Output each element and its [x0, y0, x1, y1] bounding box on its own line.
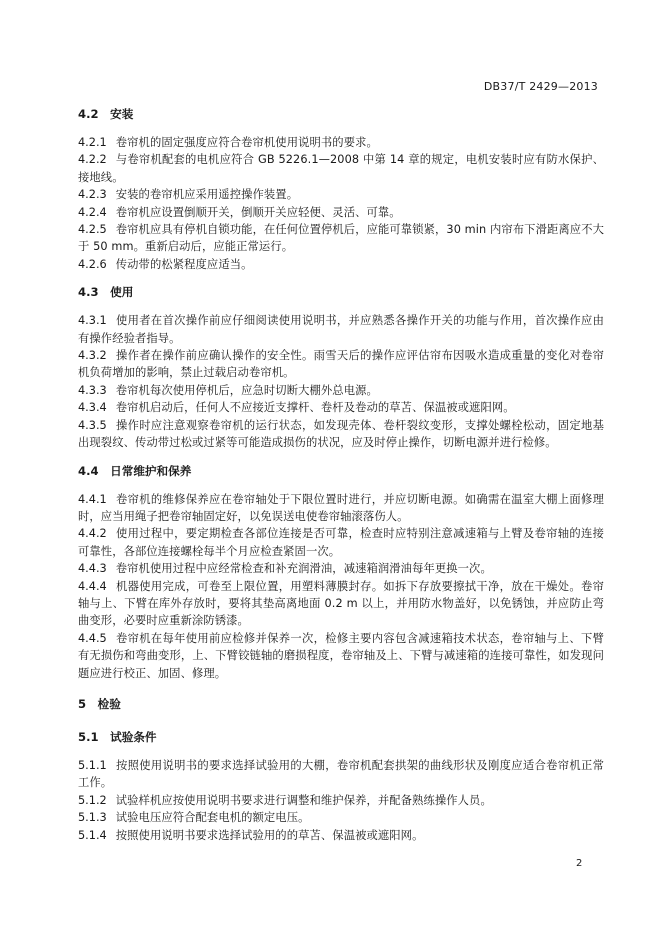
clause-number: 4.2.5	[78, 223, 107, 237]
clause-text: 试验电压应符合配套电机的额定电压。	[115, 811, 310, 825]
clause-number: 4.2.1	[78, 136, 107, 149]
clause-number: 5.1.2	[78, 793, 107, 807]
clause-text: 传动带的松紧程度应适当。	[115, 257, 253, 271]
clause-4-2-6	[78, 256, 604, 273]
document-body	[78, 106, 604, 844]
clause-4-3-1	[78, 312, 604, 347]
clause-number: 4.3.1	[78, 314, 107, 328]
clause-number: 4.4.4	[78, 579, 107, 593]
clause-text: 操作者在操作前应确认操作的安全性。雨雪天后的操作应评估帘布因吸水造成重量的变化对卷帘机负荷增加的影响，禁止过载启动卷帘机。	[78, 349, 604, 380]
clause-number: 4.2.3	[78, 188, 107, 202]
clause-text: 使用者在首次操作前应仔细阅读使用说明书，并应熟悉各操作开关的功能与作用，首次操作应由有操作经验者指导。	[78, 314, 604, 345]
clause-number: 4.4.5	[78, 631, 107, 645]
clause-text: 按照使用说明书要求选择试验用的的草苫、保温被或遮阳网。	[115, 828, 424, 842]
clause-text: 试验样机应按使用说明书要求进行调整和维护保养，并配备熟练操作人员。	[115, 793, 492, 807]
clause-text: 使用过程中，要定期检查各部位连接是否可靠，检查时应特别注意减速箱与上臂及卷帘轴的连接可靠性，各部位连接螺栓每半个月应检查紧固一次。	[78, 527, 604, 558]
clause-number: 4.4.2	[78, 527, 107, 541]
section-heading-4-3: 4.3 使用	[78, 285, 134, 300]
clause-number: 4.2.2	[78, 153, 107, 167]
clause-5-1-2	[78, 792, 604, 809]
clause-number: 4.2.6	[78, 257, 107, 271]
clause-5-1-3	[78, 809, 604, 826]
clause-text: 机器使用完成，可卷至上限位置，用塑料薄膜封存。如拆下存放要擦拭干净，放在干燥处。卷帘轴与上、下臂在库外存放时，要将其垫高离地面 0.2 m 以上，并用防水物盖好，以免锈蚀，并应防止弯曲变形，必要时应重新涂防锈漆。	[78, 579, 604, 628]
section-heading-4-2: 4.2 安装	[78, 107, 134, 121]
clause-text: 卷帘机每次使用停机后，应急时切断大棚外总电源。	[115, 383, 378, 397]
document-code: DB37/T 2429—2013	[483, 80, 598, 93]
clause-4-2-5	[78, 221, 604, 256]
page-number: 2	[576, 858, 583, 869]
clause-4-2-3	[78, 186, 604, 203]
clause-text: 卷帘机在每年使用前应检修并保养一次，检修主要内容包含减速箱技术状态，卷帘轴与上、下臂有无损伤和弯曲变形，上、下臂铰链轴的磨损程度，卷帘轴及上、下臂与减速箱的连接可靠性，如发现问题应进行校正、加固、修理。	[78, 631, 604, 680]
clause-text: 安装的卷帘机应采用遥控操作装置。	[115, 188, 299, 202]
clause-number: 5.1.4	[78, 828, 107, 842]
clause-4-2-4	[78, 204, 604, 221]
clause-number: 4.3.5	[78, 418, 107, 432]
clause-4-3-5	[78, 417, 604, 452]
clause-4-4-4	[78, 578, 604, 630]
clause-number: 4.2.4	[78, 205, 107, 219]
clause-5-1-4	[78, 827, 604, 844]
section-heading-4-4: 4.4 日常维护和保养	[78, 463, 192, 478]
clause-text: 按照使用说明书的要求选择试验用的大棚，卷帘机配套拱架的曲线形状及刚度应适合卷帘机正常工作。	[78, 758, 604, 790]
clause-text: 卷帘机应设置倒顺开关，倒顺开关应轻便、灵活、可靠。	[115, 205, 401, 219]
clause-number: 4.3.4	[78, 401, 107, 415]
clause-4-3-2	[78, 347, 604, 382]
clause-number: 4.3.3	[78, 383, 107, 397]
clause-4-3-3	[78, 382, 604, 399]
clause-4-4-3	[78, 560, 604, 577]
clause-text: 操作时应注意观察卷帘机的运行状态，如发现壳体、卷杆裂纹变形，支撑处螺栓松动，固定地基出现裂纹、传动带过松或过紧等可能造成损伤的状况，应及时停止操作，切断电源并进行检修。	[78, 418, 604, 450]
clause-4-2-2	[78, 151, 604, 186]
clause-number: 4.4.3	[78, 562, 107, 576]
chapter-heading-5: 5 检验	[78, 696, 121, 711]
clause-text: 卷帘机应具有停机自锁功能，在任何位置停机后，应能可靠锁紧，30 min 内帘布下滑距离应不大于 50 mm。重新启动后，应能正常运行。	[78, 223, 604, 254]
clause-number: 5.1.1	[78, 758, 107, 772]
clause-text: 卷帘机的固定强度应符合卷帘机使用说明书的要求。	[115, 136, 378, 149]
clause-4-2-1	[78, 134, 604, 151]
clause-5-1-1	[78, 757, 604, 792]
section-heading-5-1: 5.1 试验条件	[78, 729, 157, 744]
clause-number: 5.1.3	[78, 811, 107, 825]
clause-4-4-1	[78, 491, 604, 526]
clause-4-4-2	[78, 525, 604, 560]
clause-number: 4.3.2	[78, 349, 107, 363]
clause-text: 卷帘机的维修保养应在卷帘轴处于下限位置时进行，并应切断电源。如确需在温室大棚上面修理时，应当用绳子把卷帘轴固定好，以免误送电使卷帘轴滚落伤人。	[78, 492, 604, 523]
clause-text: 卷帘机启动后，任何人不应接近支撑杆、卷杆及卷动的草苫、保温被或遮阳网。	[115, 401, 515, 415]
clause-4-3-4	[78, 399, 604, 416]
clause-4-4-5	[78, 630, 604, 682]
clause-number: 4.4.1	[78, 492, 107, 506]
clause-text: 与卷帘机配套的电机应符合 GB 5226.1—2008 中第 14 章的规定，电机安装时应有防水保护、接地线。	[78, 153, 604, 184]
clause-text: 卷帘机使用过程中应经常检查和补充润滑油，减速箱润滑油每年更换一次。	[115, 562, 492, 576]
